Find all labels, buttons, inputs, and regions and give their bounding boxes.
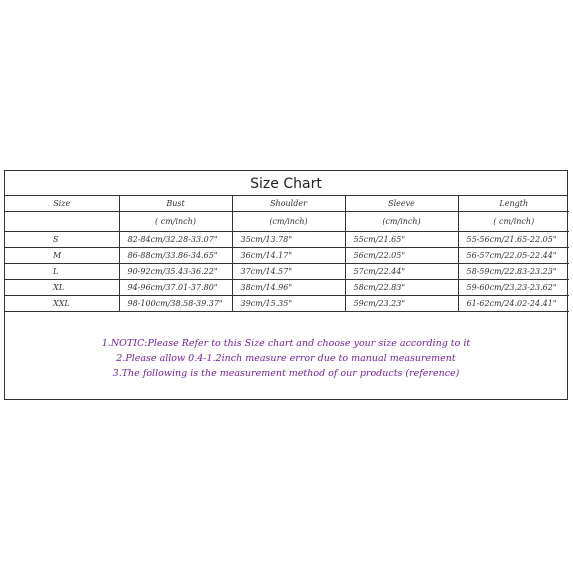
unit-size <box>5 212 119 232</box>
size-chart <box>4 170 568 400</box>
length-cell: 61-62cm/24.02-24.41" <box>458 296 569 312</box>
bust-cell: 86-88cm/33.86-34.65" <box>119 248 232 264</box>
size-cell: L <box>5 264 119 280</box>
size-cell: M <box>5 248 119 264</box>
note-line: 3.The following is the measurement method of our products (reference) <box>112 368 460 379</box>
size-cell: XL <box>5 280 119 296</box>
bust-cell: 94-96cm/37.01-37.80" <box>119 280 232 296</box>
header-bust: Bust <box>119 196 232 212</box>
shoulder-cell: 35cm/13.78" <box>232 232 345 248</box>
bust-cell: 90-92cm/35.43-36.22" <box>119 264 232 280</box>
header-shoulder: Shoulder <box>232 196 345 212</box>
bust-cell: 82-84cm/32.28-33.07" <box>119 232 232 248</box>
unit-row <box>5 212 569 232</box>
shoulder-cell: 36cm/14.17" <box>232 248 345 264</box>
size-cell: XXL <box>5 296 119 312</box>
size-cell: S <box>5 232 119 248</box>
length-cell: 55-56cm/21.65-22.05" <box>458 232 569 248</box>
table-row <box>5 232 569 248</box>
note-line: 2.Please allow 0.4-1.2inch measure error due to manual measurement <box>116 353 456 364</box>
unit-sleeve: (cm/inch) <box>345 212 458 232</box>
length-cell: 58-59cm/22.83-23.23" <box>458 264 569 280</box>
unit-bust: ( cm/inch) <box>119 212 232 232</box>
size-table <box>5 196 569 312</box>
unit-length: ( cm/inch) <box>458 212 569 232</box>
sleeve-cell: 58cm/22.83" <box>345 280 458 296</box>
note-line: 1.NOTIC:Please Refer to this Size chart and choose your size according to it <box>101 338 471 349</box>
table-row <box>5 264 569 280</box>
sleeve-cell: 56cm/22.05" <box>345 248 458 264</box>
chart-title: Size Chart <box>5 171 567 196</box>
sleeve-cell: 55cm/21.65" <box>345 232 458 248</box>
header-length: Length <box>458 196 569 212</box>
notes-block <box>5 336 567 381</box>
length-cell: 59-60cm/23.23-23.62" <box>458 280 569 296</box>
header-row <box>5 196 569 212</box>
sleeve-cell: 59cm/23.23" <box>345 296 458 312</box>
shoulder-cell: 37cm/14.57" <box>232 264 345 280</box>
table-row <box>5 248 569 264</box>
table-row <box>5 280 569 296</box>
shoulder-cell: 39cm/15.35" <box>232 296 345 312</box>
header-sleeve: Sleeve <box>345 196 458 212</box>
length-cell: 56-57cm/22.05-22.44" <box>458 248 569 264</box>
shoulder-cell: 38cm/14.96" <box>232 280 345 296</box>
table-row <box>5 296 569 312</box>
bust-cell: 98-100cm/38.58-39.37" <box>119 296 232 312</box>
sleeve-cell: 57cm/22.44" <box>345 264 458 280</box>
header-size: Size <box>5 196 119 212</box>
unit-shoulder: (cm/inch) <box>232 212 345 232</box>
